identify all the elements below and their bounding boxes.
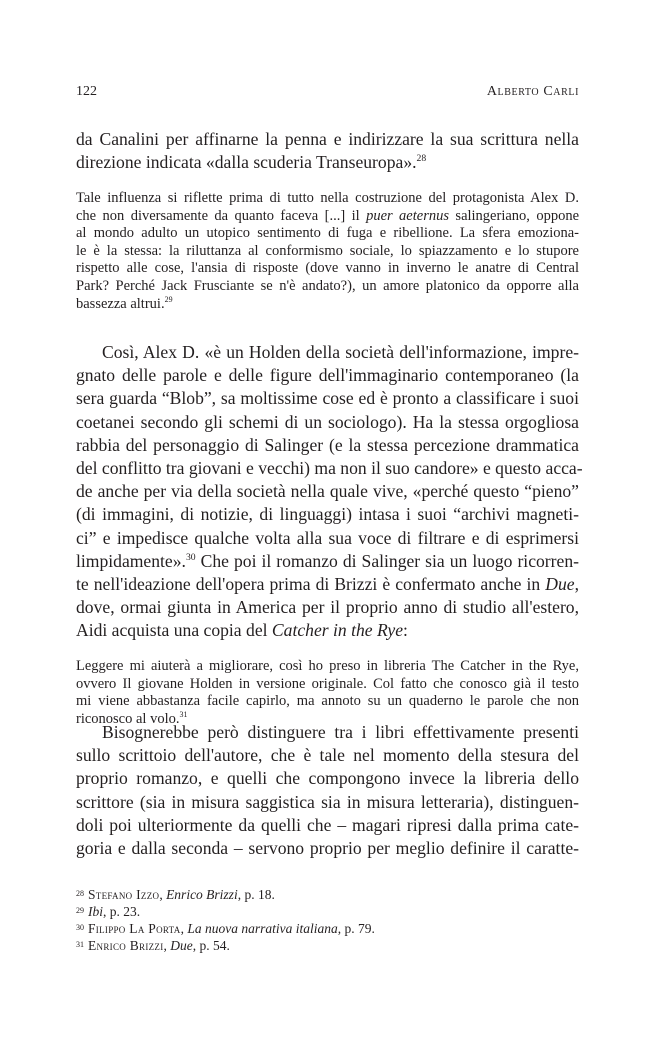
text-line: dove, ormai giunta in America per il proprio anno di studio all'estero,: [76, 597, 579, 618]
text-line: [76, 296, 579, 314]
italic-title: Due: [545, 573, 575, 594]
footnote-title: Due: [170, 938, 193, 953]
page-number: 122: [76, 84, 97, 99]
text-line: da Canalini per affinarne la penna e indirizzare la sua scrittura nella: [76, 129, 579, 149]
text-line: [76, 550, 579, 573]
running-header: [76, 84, 579, 104]
text-span: salingeriano, oppone: [455, 207, 580, 224]
text-span: Aidi acquista una copia del: [76, 620, 268, 641]
text-line: sera guarda “Blob”, sa moltissime cose ed è pronto a classificare i suoi: [76, 388, 579, 409]
footnote-page: , p. 18.: [237, 887, 275, 902]
footnote-ref: 29: [164, 294, 173, 304]
text-span: Che poi il romanzo di Salinger sia un luogo ricorren-: [200, 550, 579, 571]
footnote: 31 Enrico Brizzi, Due, p. 54.: [76, 938, 230, 953]
footnote: 28 Stefano Izzo, Enrico Brizzi, p. 18.: [76, 887, 275, 902]
text-span: che non diversamente da quanto faceva [...] il: [76, 207, 360, 224]
text-span: te nell'ideazione dell'opera prima di Brizzi è confermato anche in: [76, 573, 541, 594]
footnote: 29 Ibi, p. 23.: [76, 904, 141, 919]
text-span: direzione indicata «dalla scuderia Transeuropa».: [76, 152, 417, 173]
footnote-page: , p. 23.: [103, 904, 141, 919]
text-span: riconosco al volo.: [76, 710, 180, 727]
italic-term: puer aeternus: [366, 207, 449, 224]
text-line: le è la stessa: la riluttanza al conformismo sociale, lo spiazzamento e lo stupore: [76, 242, 579, 259]
text-line: ovvero Il giovane Holden in versione originale. Col fatto che conosco già il testo: [76, 675, 579, 692]
text-line: Tale influenza si riflette prima di tutto nella costruzione del protagonista Alex D.: [76, 190, 579, 206]
text-line: goria e dalla seconda – servono proprio per meglio definire il caratte-: [76, 837, 579, 858]
footnote-title: Enrico Brizzi: [166, 887, 238, 902]
paragraph-1: [76, 128, 579, 174]
text-span: limpidamente».: [76, 550, 186, 571]
paragraph-2: [76, 341, 583, 642]
text-span: :: [403, 620, 408, 641]
text-line: de anche per via della società nella quale vive, «perché questo “pieno”: [76, 481, 579, 502]
text-line: rabbia del personaggio di Salinger (e la stessa percezione drammatica: [76, 434, 579, 455]
footnotes: [76, 886, 579, 954]
footnote-page: , p. 54.: [192, 938, 230, 953]
text-line: Park? Perché Jack Frusciante se n'è andato?), un amore platonico da opporre alla: [76, 277, 579, 294]
footnote-ref: 30: [185, 551, 196, 563]
text-line: [76, 619, 579, 642]
footnote-ref: 28: [416, 152, 427, 164]
block-quote-1: [76, 190, 579, 313]
footnote-ref: 31: [179, 709, 188, 719]
text-line: [76, 573, 579, 596]
text-line: gnato delle parole e delle figure dell'immaginario contemporaneo (la: [76, 365, 579, 386]
text-line: [76, 151, 579, 174]
text-line: mi viene abbastanza facile capirlo, ma annoto su un quaderno le parole che non: [76, 693, 579, 710]
footnote-author: Enrico Brizzi: [88, 938, 164, 953]
text-line: proprio romanzo, e quelli che compongono invece la libreria dello: [76, 768, 579, 789]
text-line: del conflitto tra giovani e vecchi) ma non il suo candore» e questo acca-: [76, 457, 583, 478]
footnote-title: La nuova narrativa italiana: [187, 921, 338, 936]
footnote-page: , p. 79.: [337, 921, 375, 936]
block-quote-2: [76, 658, 579, 728]
italic-title: Catcher in the Rye: [271, 620, 404, 641]
text-line: coetanei secondo gli schemi di un sociologo). Ha la stessa orgogliosa: [76, 411, 579, 432]
text-line: al mondo adulto un utopico sentimento di fuga e ribellione. La sfera emoziona-: [76, 225, 579, 242]
text-line: Leggere mi aiuterà a migliorare, così ho preso in libreria The Catcher in the Rye,: [76, 658, 579, 674]
running-author: Alberto Carli: [486, 84, 579, 99]
footnote-title: Ibi: [88, 904, 103, 919]
text-line: ci” e impedisce qualche volta alla sua voce di filtrare e di esprimersi: [76, 527, 579, 548]
text-span: ,: [574, 573, 579, 594]
footnote: 30 Filippo La Porta, La nuova narrativa italiana, p. 79.: [76, 921, 375, 936]
text-line: (di immagini, di notizie, di linguaggi) intasa i suoi “archivi magneti-: [76, 504, 579, 525]
text-line: [76, 208, 579, 226]
text-line: rispetto alle cose, l'ansia di risposte (dove vanno in inverno le anatre di Central: [76, 260, 579, 277]
text-line: sullo scrittoio dell'autore, che è tale nel momento della stesura del: [76, 745, 579, 766]
footnote-author: Stefano Izzo: [88, 887, 160, 902]
paragraph-3: [76, 721, 579, 860]
text-span: bassezza altrui.: [76, 295, 165, 312]
text-line: Così, Alex D. «è un Holden della società dell'informazione, impre-: [102, 342, 579, 362]
text-line: scrittore (sia in misura saggistica sia in misura letteraria), distinguen-: [76, 791, 579, 812]
text-line: doli poi ulteriormente da quelli che – magari ripresi dalla prima cate-: [76, 814, 579, 835]
text-line: Bisognerebbe però distinguere tra i libri effettivamente presenti: [102, 722, 579, 742]
footnote-author: Filippo La Porta: [88, 921, 181, 936]
